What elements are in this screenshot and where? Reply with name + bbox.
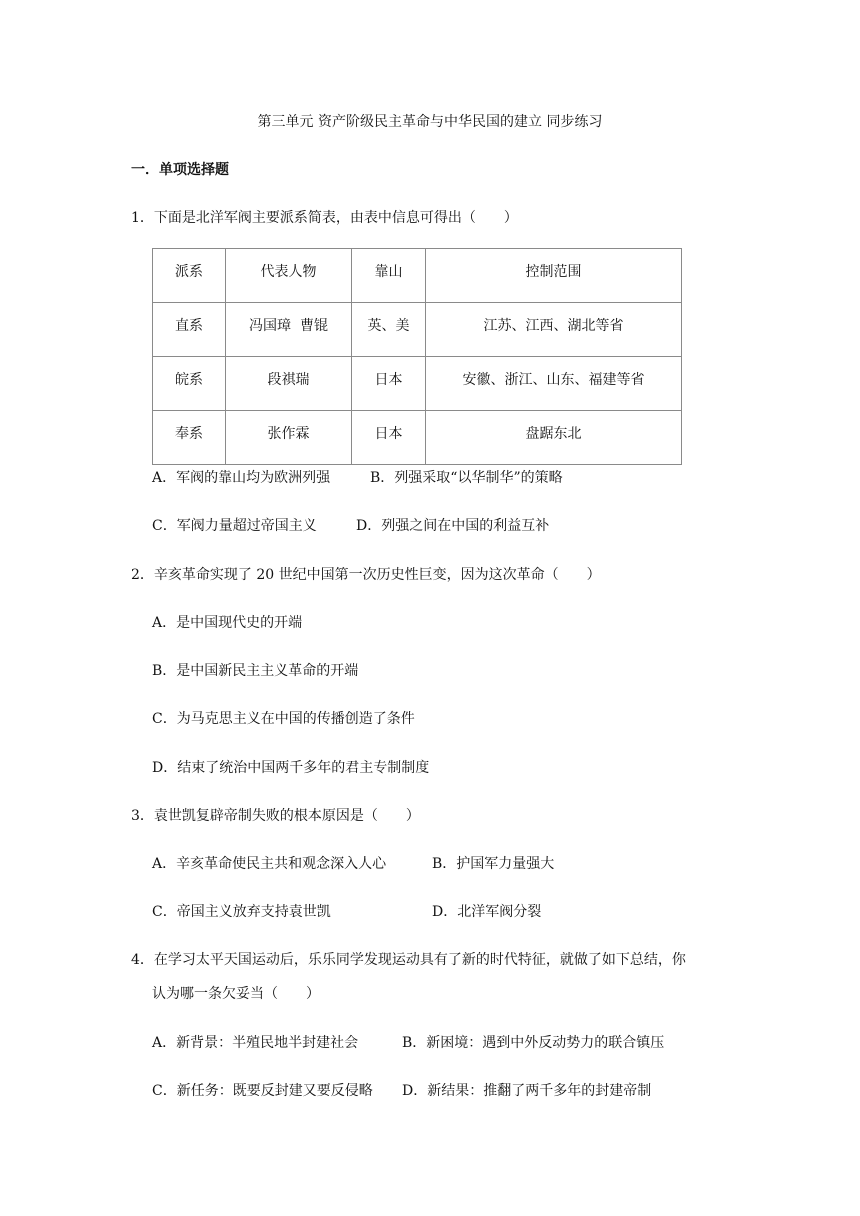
table-row [153, 357, 682, 411]
q3-option-b: B．护国军力量强大 [432, 856, 555, 872]
table-cell: 江苏、江西、湖北等省 [426, 303, 682, 357]
table-cell: 皖系 [153, 357, 226, 411]
table-header-row [153, 249, 682, 303]
q1-option-c: C．军阀力量超过帝国主义 [152, 518, 317, 534]
q1-stem: 1．下面是北洋军阀主要派系简表，由表中信息可得出（ ） [131, 210, 518, 226]
q2-option-a: A．是中国现代史的开端 [152, 615, 303, 631]
q4-stem-line1: 4．在学习太平天国运动后，乐乐同学发现运动具有了新的时代特征，就做了如下总结，你 [131, 952, 686, 968]
q2-option-b: B．是中国新民主主义革命的开端 [152, 663, 359, 679]
q1-option-d: D．列强之间在中国的利益互补 [356, 518, 550, 534]
q2-option-c: C．为马克思主义在中国的传播创造了条件 [152, 711, 415, 727]
table-cell: 日本 [352, 357, 426, 411]
table-cell: 直系 [153, 303, 226, 357]
table-cell: 英、美 [352, 303, 426, 357]
q2-stem: 2．辛亥革命实现了 20 世纪中国第一次历史性巨变，因为这次革命（ ） [131, 567, 601, 583]
q4-option-b: B．新困境：遇到中外反动势力的联合镇压 [402, 1035, 665, 1051]
q1-option-b: B．列强采取“以华制华”的策略 [370, 470, 563, 486]
table-header-cell: 控制范围 [426, 249, 682, 303]
q3-option-c: C．帝国主义放弃支持袁世凯 [152, 904, 331, 920]
table-cell: 奉系 [153, 411, 226, 465]
warlord-factions-table [152, 248, 682, 465]
q2-option-d: D．结束了统治中国两千多年的君主专制制度 [152, 760, 430, 776]
table-row [153, 411, 682, 465]
table-row [153, 303, 682, 357]
q4-stem-line2: 认为哪一条欠妥当（ ） [152, 986, 320, 1002]
page-title: 第三单元 资产阶级民主革命与中华民国的建立 同步练习 [257, 114, 603, 130]
table-cell: 日本 [352, 411, 426, 465]
table-cell: 段祺瑞 [226, 357, 352, 411]
table-header-cell: 代表人物 [226, 249, 352, 303]
q4-option-c: C．新任务：既要反封建又要反侵略 [152, 1083, 373, 1099]
q1-option-a: A．军阀的靠山均为欧洲列强 [152, 470, 331, 486]
table-cell: 安徽、浙江、山东、福建等省 [426, 357, 682, 411]
table-cell: 盘踞东北 [426, 411, 682, 465]
q4-option-a: A．新背景：半殖民地半封建社会 [152, 1035, 359, 1051]
table-header-cell: 派系 [153, 249, 226, 303]
table-header-cell: 靠山 [352, 249, 426, 303]
q3-stem: 3．袁世凯复辟帝制失败的根本原因是（ ） [131, 808, 420, 824]
section-heading: 一．单项选择题 [131, 162, 229, 178]
table-cell: 张作霖 [226, 411, 352, 465]
q3-option-a: A．辛亥革命使民主共和观念深入人心 [152, 856, 387, 872]
table-cell: 冯国璋 曹锟 [226, 303, 352, 357]
q3-option-d: D．北洋军阀分裂 [432, 904, 542, 920]
q4-option-d: D．新结果：推翻了两千多年的封建帝制 [402, 1083, 652, 1099]
